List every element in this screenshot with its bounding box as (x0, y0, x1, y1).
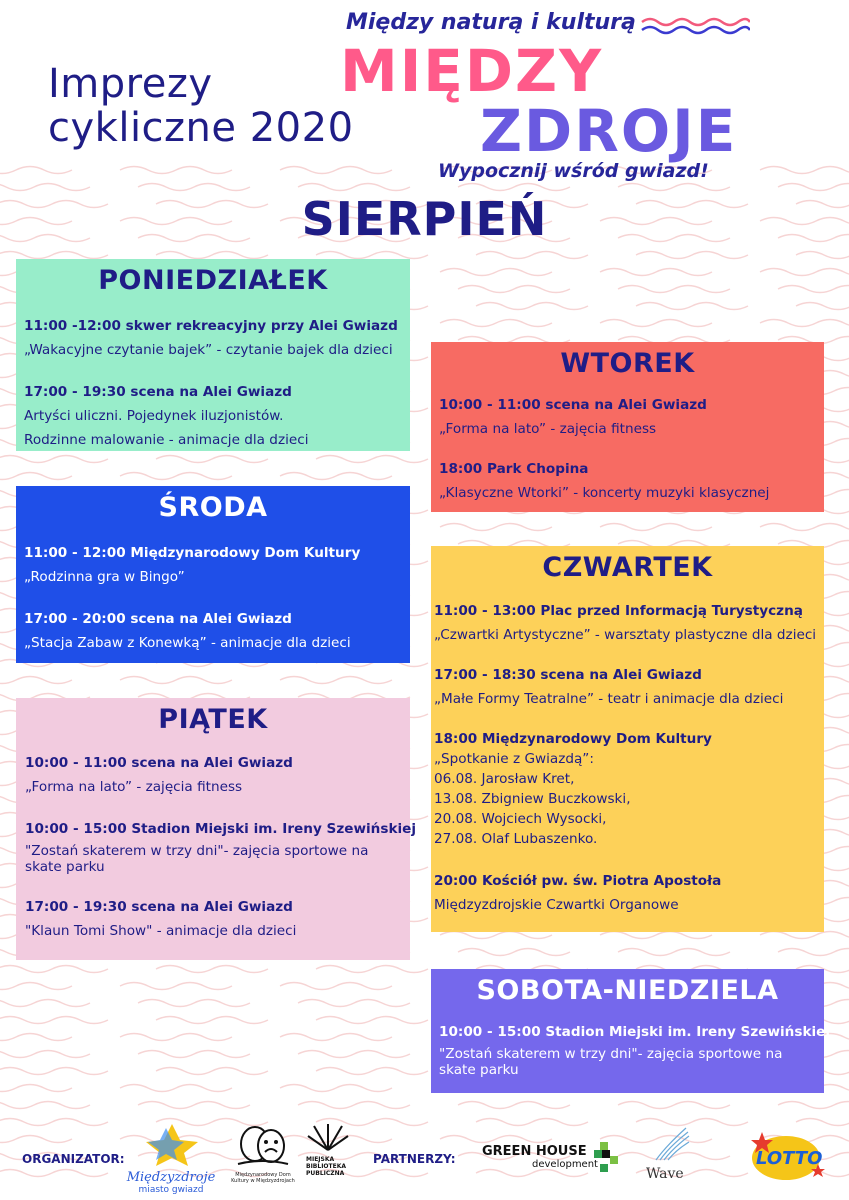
event-description: Rodzinne malowanie - animacje dla dzieci (24, 432, 309, 448)
event-description: „Rodzinna gra w Bingo” (24, 569, 185, 585)
background-wave-line (778, 286, 849, 293)
event-time-place: 17:00 - 20:00 scena na Alei Gwiazd (24, 611, 292, 627)
event-item (24, 316, 410, 360)
background-wave-line (138, 1051, 250, 1058)
background-wave-line (316, 966, 428, 973)
dom-kultury-logo-text: Międzynarodowy Dom Kultury w Międzyzdrojach (231, 1172, 295, 1184)
event-item (439, 459, 824, 503)
event-description: "Zostań skaterem w trzy dni"- zajęcia sportowe na skate parku (25, 843, 369, 875)
background-wave-line (0, 983, 72, 990)
dom-kultury-logo (228, 1122, 298, 1192)
background-wave-line (476, 252, 588, 259)
day-card-sroda (16, 486, 410, 663)
day-title: PIĄTEK (158, 704, 268, 735)
miedzyzdroje-logo-subtext: miasto gwiazd (138, 1185, 204, 1195)
background-wave-line (778, 184, 849, 191)
background-wave-line (796, 252, 849, 259)
brand-word-miedzy (340, 37, 604, 105)
background-wave-line (0, 966, 108, 973)
background-wave-line (778, 1102, 849, 1109)
background-wave-line (618, 949, 730, 956)
brand-logo (340, 6, 770, 186)
day-title: ŚRODA (158, 492, 268, 523)
event-description: „Wakacyjne czytanie bajek” - czytanie bajek dla dzieci (24, 342, 393, 358)
event-description: „Czwartki Artystyczne” - warsztaty plastyczne dla dzieci (434, 627, 817, 643)
background-wave-line (0, 1017, 108, 1024)
brand-word-miedzy-text: MIĘDZY (340, 37, 604, 105)
event-time-place: 10:00 - 11:00 scena na Alei Gwiazd (439, 397, 707, 413)
title-line-1: Imprezy (48, 61, 213, 107)
background-wave-line (778, 949, 849, 956)
background-wave-line (760, 524, 849, 531)
background-wave-line (440, 269, 552, 276)
background-wave-line (760, 320, 849, 327)
event-item (434, 871, 824, 915)
background-wave-line (440, 320, 552, 327)
biblioteka-logo-line3: PUBLICZNA (306, 1170, 345, 1177)
wave-logo-text: Wave (646, 1166, 684, 1182)
event-time-place: 17:00 - 18:30 scena na Alei Gwiazd (434, 667, 702, 683)
background-wave-line (458, 286, 570, 293)
background-wave-line (760, 167, 849, 174)
biblioteka-logo-line1: MIEJSKA (306, 1156, 335, 1163)
day-card-piatek (16, 698, 417, 960)
background-wave-line (156, 456, 268, 463)
miedzyzdroje-logo (126, 1122, 216, 1195)
background-wave-line (458, 949, 570, 956)
background-wave-line (298, 1102, 410, 1109)
event-time-place: 10:00 - 15:00 Stadion Miejski im. Ireny Szewińskiej (439, 1024, 831, 1040)
background-wave-line (138, 184, 250, 191)
lotto-logo (748, 1128, 828, 1184)
background-wave-line (316, 1068, 428, 1075)
background-wave-line (0, 1034, 72, 1041)
lotto-logo-text: LOTTO (756, 1148, 823, 1169)
event-time-place: 17:00 - 19:30 scena na Alei Gwiazd (24, 384, 292, 400)
biblioteka-logo-line2: BIBLIOTEKA (306, 1163, 347, 1170)
wave-logo (646, 1126, 696, 1188)
background-wave-line (458, 1102, 570, 1109)
background-wave-line (120, 983, 232, 990)
day-card-czwartek (431, 546, 824, 932)
background-wave-line (0, 167, 72, 174)
brand-word-zdroje (480, 97, 738, 165)
title-line-2: cykliczne 2020 (48, 105, 354, 151)
event-description: 27.08. Olaf Lubaszenko. (434, 831, 598, 847)
background-wave-line (120, 473, 232, 480)
event-time-place: 11:00 - 13:00 Plac przed Informacją Turystyczną (434, 603, 803, 619)
background-wave-line (0, 1051, 90, 1058)
background-wave-line (600, 932, 712, 939)
brand-tagline-bottom: Wypocznij wśród gwiazd! (438, 160, 709, 182)
background-wave-line (280, 983, 392, 990)
event-item (25, 897, 410, 941)
event-description: Międzyzdrojskie Czwartki Organowe (434, 897, 679, 913)
event-time-place: 10:00 - 11:00 scena na Alei Gwiazd (25, 755, 293, 771)
background-wave-line (760, 932, 849, 939)
event-item (25, 753, 410, 797)
background-wave-line (600, 269, 712, 276)
green-house-logo (482, 1144, 622, 1188)
event-item (24, 543, 410, 587)
background-wave-line (316, 456, 428, 463)
event-description: 06.08. Jarosław Kret, (434, 771, 575, 787)
event-item (24, 609, 410, 653)
event-description: „Spotkanie z Gwiazdą”: (434, 751, 594, 767)
event-time-place: 11:00 - 12:00 Międzynarodowy Dom Kultury (24, 545, 361, 561)
background-wave-line (0, 677, 72, 684)
event-time-place: 11:00 -12:00 skwer rekreacyjny przy Alei Gwiazd (24, 318, 398, 334)
background-wave-line (120, 1085, 232, 1092)
background-wave-line (156, 252, 268, 259)
background-wave-line (0, 1068, 108, 1075)
event-time-place: 18:00 Międzynarodowy Dom Kultury (434, 731, 712, 747)
green-house-logo-subtext: development (532, 1159, 598, 1170)
background-wave-line (0, 1000, 90, 1007)
partners-label: PARTNERZY: (373, 1152, 456, 1166)
event-item (434, 601, 824, 645)
background-wave-line (156, 1068, 268, 1075)
event-description: „Małe Formy Teatralne” - teatr i animacje dla dzieci (434, 691, 784, 707)
background-wave-line (618, 1102, 730, 1109)
background-wave-line (760, 269, 849, 276)
organizer-label: ORGANIZATOR: (22, 1152, 125, 1166)
miedzyzdroje-logo-text: Międzyzdroje (126, 1170, 216, 1185)
event-time-place: 18:00 Park Chopina (439, 461, 589, 477)
day-card-sobota-niedziela (431, 969, 831, 1093)
event-time-place: 17:00 - 19:30 scena na Alei Gwiazd (25, 899, 293, 915)
day-title: WTOREK (560, 348, 695, 379)
background-wave-line (0, 456, 108, 463)
event-description: „Klasyczne Wtorki” - koncerty muzyki klasycznej (439, 485, 770, 501)
background-wave-line (600, 320, 712, 327)
book-rays-icon (306, 1122, 350, 1152)
background-wave-line (440, 524, 552, 531)
event-item (25, 819, 417, 875)
background-wave-line (440, 932, 552, 939)
background-wave-line (120, 167, 232, 174)
brand-tagline-top: Między naturą i kulturą (346, 10, 636, 35)
green-house-logo-text: GREEN HOUSE (482, 1144, 587, 1159)
event-time-place: 20:00 Kościół pw. św. Piotra Apostoła (434, 873, 722, 889)
background-wave-line (618, 286, 730, 293)
background-wave-line (280, 473, 392, 480)
background-wave-line (316, 252, 428, 259)
star-icon (126, 1122, 216, 1166)
event-description: „Stacja Zabaw z Konewką” - animacje dla dzieci (24, 635, 351, 651)
event-description: 20.08. Wojciech Wysocki, (434, 811, 607, 827)
background-wave-line (120, 1034, 232, 1041)
event-item (24, 382, 410, 450)
background-wave-line (600, 524, 712, 531)
background-wave-line (0, 1085, 72, 1092)
brand-word-zdroje-text: ZDROJE (480, 97, 738, 165)
event-item (434, 729, 824, 849)
background-wave-line (476, 303, 588, 310)
event-item (439, 395, 824, 439)
day-title: PONIEDZIAŁEK (98, 265, 328, 296)
biblioteka-logo (306, 1122, 366, 1192)
event-description: 13.08. Zbigniew Buczkowski, (434, 791, 631, 807)
background-wave-line (0, 1102, 90, 1109)
background-wave-line (280, 1034, 392, 1041)
background-wave-line (138, 1000, 250, 1007)
background-wave-line (636, 252, 748, 259)
month-heading: SIERPIEŃ (301, 192, 548, 246)
wave-decoration-icon (640, 14, 750, 36)
event-description: Artyści uliczni. Pojedynek iluzjonistów. (24, 408, 284, 424)
day-card-wtorek (431, 342, 824, 512)
event-description: "Klaun Tomi Show" - animacje dla dzieci (25, 923, 297, 939)
background-wave-line (316, 1017, 428, 1024)
day-title: SOBOTA-NIEDZIELA (476, 975, 779, 1006)
event-item (439, 1022, 831, 1078)
background-wave-line (120, 677, 232, 684)
event-description: „Forma na lato” - zajęcia fitness (25, 779, 243, 795)
day-title: CZWARTEK (542, 552, 713, 583)
background-wave-line (0, 473, 72, 480)
wave-lines-icon (646, 1126, 690, 1162)
theatre-masks-icon (228, 1122, 298, 1168)
day-card-poniedzialek (16, 259, 410, 451)
background-wave-line (280, 677, 392, 684)
background-wave-line (156, 966, 268, 973)
background-wave-line (796, 303, 849, 310)
background-wave-line (156, 1017, 268, 1024)
event-time-place: 10:00 - 15:00 Stadion Miejski im. Ireny Szewińskiej (25, 821, 417, 837)
event-item (434, 665, 824, 709)
background-wave-line (280, 1085, 392, 1092)
background-wave-line (0, 184, 90, 191)
background-wave-line (298, 1000, 410, 1007)
background-wave-line (138, 1102, 250, 1109)
event-description: „Forma na lato” - zajęcia fitness (439, 421, 657, 437)
footer (0, 1118, 849, 1200)
event-description: "Zostań skaterem w trzy dni"- zajęcia sportowe na skate parku (439, 1046, 783, 1078)
background-wave-line (298, 1051, 410, 1058)
green-squares-icon (594, 1142, 618, 1178)
background-wave-line (0, 252, 108, 259)
background-wave-line (636, 303, 748, 310)
